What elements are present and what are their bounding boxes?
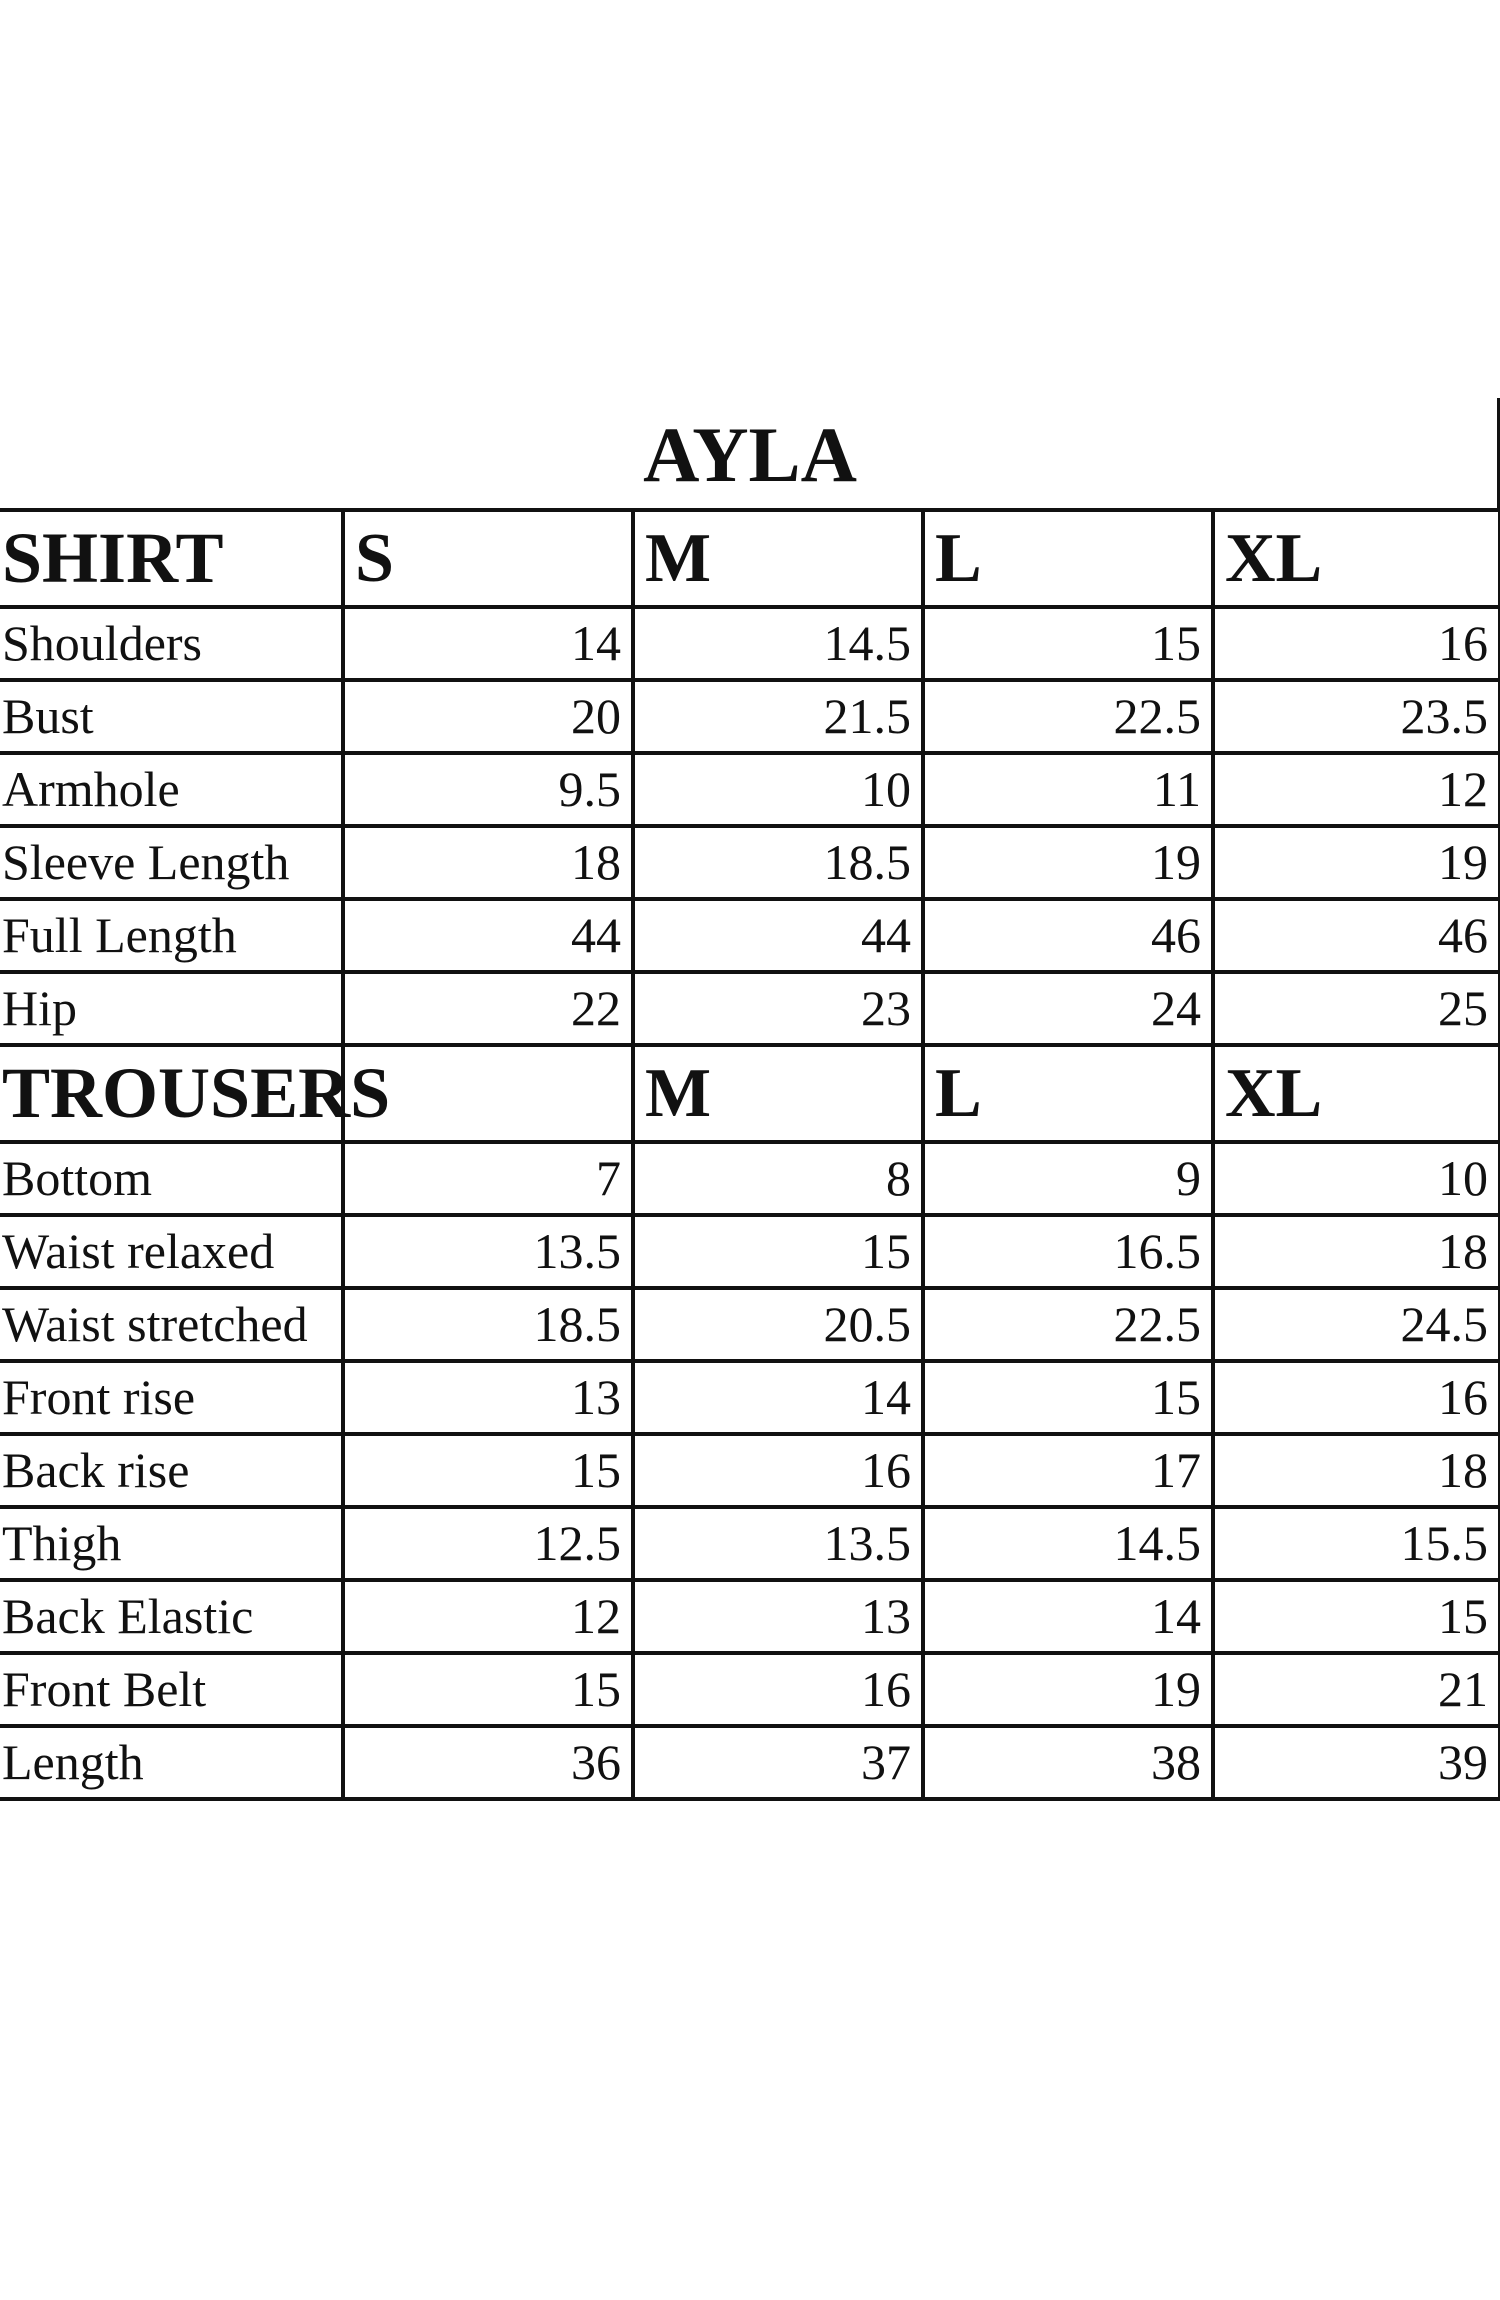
measurement-value-m: 23 <box>633 972 923 1045</box>
measurement-value-m: 10 <box>633 753 923 826</box>
measurement-value-xl: 24.5 <box>1213 1288 1500 1361</box>
table-row <box>0 1288 1500 1361</box>
section-name-cell <box>0 510 343 607</box>
measurement-value-xl: 39 <box>1213 1726 1500 1799</box>
measurement-value-xl: 16 <box>1213 607 1500 680</box>
measurement-label: Back rise <box>0 1434 343 1507</box>
measurement-label: Shoulders <box>0 607 343 680</box>
section-name: TROUSERS <box>2 1053 391 1133</box>
measurement-label: Length <box>0 1726 343 1799</box>
size-header-s: S <box>343 510 633 607</box>
measurement-value-xl: 15 <box>1213 1580 1500 1653</box>
table-row <box>0 1580 1500 1653</box>
measurement-label: Bottom <box>0 1142 343 1215</box>
table-row <box>0 1434 1500 1507</box>
table-row <box>0 1215 1500 1288</box>
measurement-value-s: 18 <box>343 826 633 899</box>
measurement-value-xl: 15.5 <box>1213 1507 1500 1580</box>
measurement-value-l: 22.5 <box>923 1288 1213 1361</box>
table-row <box>0 607 1500 680</box>
measurement-label: Front Belt <box>0 1653 343 1726</box>
measurement-value-l: 9 <box>923 1142 1213 1215</box>
table-row <box>0 1653 1500 1726</box>
measurement-value-s: 12.5 <box>343 1507 633 1580</box>
measurement-value-l: 19 <box>923 826 1213 899</box>
measurement-value-l: 19 <box>923 1653 1213 1726</box>
measurement-value-s: 14 <box>343 607 633 680</box>
measurement-value-m: 13 <box>633 1580 923 1653</box>
measurement-value-l: 14.5 <box>923 1507 1213 1580</box>
size-header-l: L <box>923 510 1213 607</box>
measurement-value-m: 8 <box>633 1142 923 1215</box>
measurement-label: Waist stretched <box>0 1288 343 1361</box>
table-row <box>0 1361 1500 1434</box>
measurement-value-s: 15 <box>343 1434 633 1507</box>
measurement-value-l: 15 <box>923 607 1213 680</box>
measurement-value-m: 13.5 <box>633 1507 923 1580</box>
measurement-value-xl: 18 <box>1213 1434 1500 1507</box>
measurement-value-s: 20 <box>343 680 633 753</box>
measurement-value-xl: 23.5 <box>1213 680 1500 753</box>
table-row <box>0 680 1500 753</box>
table-row <box>0 1726 1500 1799</box>
measurement-label: Hip <box>0 972 343 1045</box>
measurement-value-xl: 18 <box>1213 1215 1500 1288</box>
measurement-label: Front rise <box>0 1361 343 1434</box>
measurement-value-l: 11 <box>923 753 1213 826</box>
size-header-m: M <box>633 510 923 607</box>
size-header-m: M <box>633 1045 923 1142</box>
measurement-value-l: 17 <box>923 1434 1213 1507</box>
measurement-label: Full Length <box>0 899 343 972</box>
measurement-value-s: 36 <box>343 1726 633 1799</box>
measurement-label: Bust <box>0 680 343 753</box>
measurement-value-s: 22 <box>343 972 633 1045</box>
table-row <box>0 972 1500 1045</box>
measurement-value-m: 37 <box>633 1726 923 1799</box>
measurement-value-s: 12 <box>343 1580 633 1653</box>
measurement-value-s: 13.5 <box>343 1215 633 1288</box>
size-header-xl: XL <box>1213 1045 1500 1142</box>
measurement-value-m: 44 <box>633 899 923 972</box>
measurement-value-m: 21.5 <box>633 680 923 753</box>
measurement-label: Sleeve Length <box>0 826 343 899</box>
measurement-value-m: 18.5 <box>633 826 923 899</box>
measurement-value-l: 22.5 <box>923 680 1213 753</box>
measurement-value-m: 16 <box>633 1434 923 1507</box>
measurement-label: Back Elastic <box>0 1580 343 1653</box>
measurement-value-s: 44 <box>343 899 633 972</box>
measurement-value-s: 18.5 <box>343 1288 633 1361</box>
table-row <box>0 1507 1500 1580</box>
measurement-value-xl: 10 <box>1213 1142 1500 1215</box>
measurement-value-l: 15 <box>923 1361 1213 1434</box>
measurement-value-m: 15 <box>633 1215 923 1288</box>
measurement-value-l: 16.5 <box>923 1215 1213 1288</box>
size-header-l: L <box>923 1045 1213 1142</box>
measurement-label: Waist relaxed <box>0 1215 343 1288</box>
table-row <box>0 826 1500 899</box>
size-header-xl: XL <box>1213 510 1500 607</box>
measurement-value-m: 20.5 <box>633 1288 923 1361</box>
size-table <box>0 508 1500 1801</box>
table-row <box>0 1142 1500 1215</box>
measurement-value-xl: 19 <box>1213 826 1500 899</box>
measurement-value-m: 14.5 <box>633 607 923 680</box>
measurement-value-s: 7 <box>343 1142 633 1215</box>
measurement-value-l: 14 <box>923 1580 1213 1653</box>
measurement-value-m: 16 <box>633 1653 923 1726</box>
measurement-value-s: 15 <box>343 1653 633 1726</box>
measurement-value-xl: 12 <box>1213 753 1500 826</box>
measurement-value-m: 14 <box>633 1361 923 1434</box>
measurement-value-s: 9.5 <box>343 753 633 826</box>
section-header-shirt <box>0 510 1500 607</box>
measurement-value-l: 24 <box>923 972 1213 1045</box>
measurement-value-l: 38 <box>923 1726 1213 1799</box>
measurement-value-l: 46 <box>923 899 1213 972</box>
measurement-value-xl: 21 <box>1213 1653 1500 1726</box>
size-table-body <box>0 510 1500 1799</box>
section-name-cell <box>0 1045 391 1142</box>
measurement-value-xl: 25 <box>1213 972 1500 1045</box>
chart-title: AYLA <box>643 411 857 498</box>
table-row <box>0 899 1500 972</box>
measurement-label: Armhole <box>0 753 343 826</box>
measurement-value-xl: 46 <box>1213 899 1500 972</box>
measurement-label: Thigh <box>0 1507 343 1580</box>
table-row <box>0 753 1500 826</box>
measurement-value-xl: 16 <box>1213 1361 1500 1434</box>
section-header-trousers <box>0 1045 1500 1142</box>
measurement-value-s: 13 <box>343 1361 633 1434</box>
section-name: SHIRT <box>2 518 224 598</box>
